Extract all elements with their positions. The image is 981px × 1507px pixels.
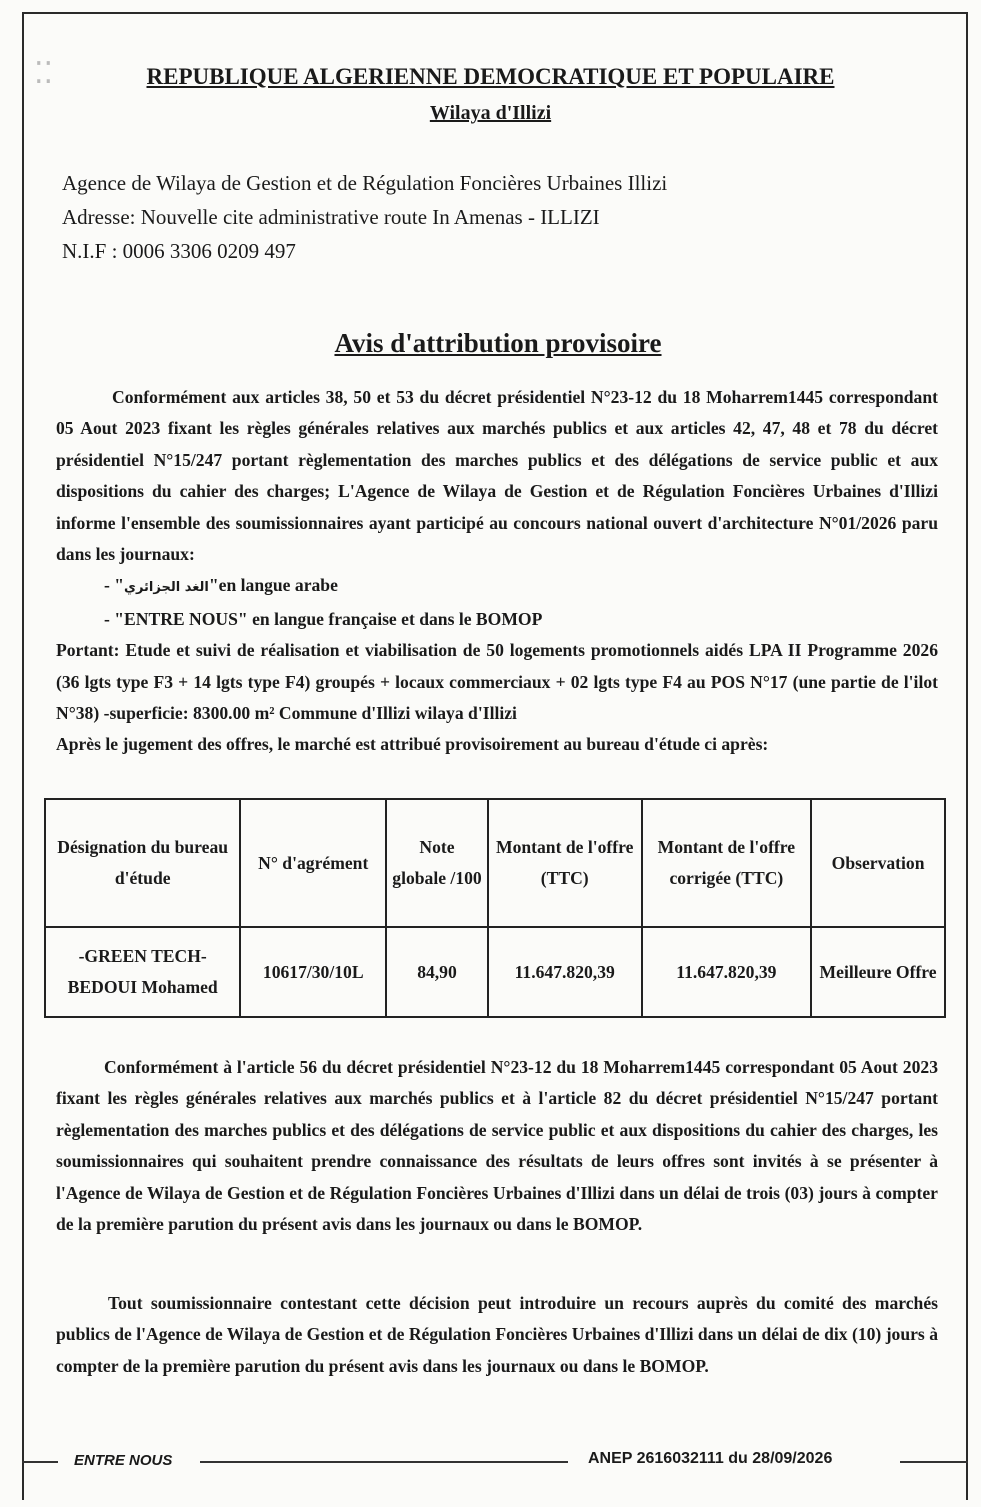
agency-nif: N.I.F : 0006 3306 0209 497 — [62, 239, 296, 263]
cell-montant: 11.647.820,39 — [488, 927, 642, 1017]
footer-anep-reference: ANEP 2616032111 du 28/09/2026 — [588, 1450, 833, 1467]
paragraph-appeal: Tout soumissionnaire contestant cette décision peut introduire un recours auprès du comité des marchés publics de l'Agence de Wilaya de Gestion et de Régulation Foncières Urbaines d'Illizi dans un délai de dix (10) jours à compter de la première parution du présent avis dans les journaux ou dans le BOMOP. — [56, 1293, 938, 1376]
cell-observation: Meilleure Offre — [811, 927, 945, 1017]
agency-address: Adresse: Nouvelle cite administrative route In Amenas - ILLIZI — [62, 205, 600, 229]
cell-montant-corrige: 11.647.820,39 — [642, 927, 812, 1017]
newspaper-arabic-name: الغد الجزائري — [124, 580, 209, 596]
paragraph-intro-text: Conformément aux articles 38, 50 et 53 du décret présidentiel N°23-12 du 18 Moharrem1445 correspondant 05 Aout 2023 fixant les règles générales relatives aux marchés publics et aux articles 42, 47, 48 et 78 du décret présidentiel N°15/247 portant règlementation des marches publics et des délégations de service public et aux dispositions du cahier des charges; L'Agence de Wilaya de Gestion et de Régulation Foncières Urbaines d'Illizi informe l'ensemble des soumissionnaires ayant participé au concours national ouvert d'architecture N°01/2026 paru dans les journaux: — [56, 387, 938, 565]
country-header: REPUBLIQUE ALGERIENNE DEMOCRATIQUE ET POPULAIRE — [146, 64, 835, 89]
paragraph-intro — [56, 382, 938, 761]
table-header-row — [45, 799, 945, 927]
agency-name: Agence de Wilaya de Gestion et de Régulation Foncières Urbaines Illizi — [62, 171, 668, 195]
bullet-arabic-suffix: "en langue arabe — [208, 575, 338, 596]
header-montant: Montant de l'offre (TTC) — [488, 799, 642, 927]
header-montant-corrige: Montant de l'offre corrigée (TTC) — [642, 799, 812, 927]
paragraph-results-access: Conformément à l'article 56 du décret présidentiel N°23-12 du 18 Moharrem1445 correspondant 05 Aout 2023 fixant les règles générales relatives aux marchés publics et à l'article 82 du décret présidentiel N°15/247 portant règlementation des marches publics et des délégations de service public et aux dispositions du cahier des charges, les soumissionnaires qui souhaitent prendre connaissance des résultats de leurs offres sont invités à se présenter à l'Agence de Wilaya de Gestion et de Régulation Foncières Urbaines d'Illizi dans un délai de trois (03) jours à compter de la première parution du présent avis dans les journaux ou dans le BOMOP. — [56, 1057, 938, 1235]
table-row — [45, 927, 945, 1017]
footer-publication: ENTRE NOUS — [74, 1452, 173, 1469]
portant-text: Portant: Etude et suivi de réalisation et viabilisation de 50 logements promotionnels aidés LPA II Programme 2026 (36 lgts type F3 + 14 lgts type F4) groupés + locaux commerciaux + 02 lgts type F4 au POS N°17 (une partie de l'ilot N°38) -superficie: 8300.00 m² Commune d'Illizi wilaya d'Illizi — [56, 640, 938, 724]
header-note: Note globale /100 — [386, 799, 488, 927]
header-designation: Désignation du bureau d'étude — [45, 799, 240, 927]
cell-designation: -GREEN TECH- BEDOUI Mohamed — [45, 927, 240, 1017]
results-table — [44, 798, 946, 1018]
scan-mark: ⁚⁚ — [34, 57, 54, 90]
bullet-arabic-prefix: - " — [104, 575, 125, 596]
cell-note: 84,90 — [386, 927, 488, 1017]
bullet-arabic — [56, 570, 938, 603]
header-observation: Observation — [811, 799, 945, 927]
header-agrement: N° d'agrément — [240, 799, 386, 927]
footer-rule-right — [900, 1461, 968, 1463]
agency-block — [62, 166, 667, 268]
notice-title: Avis d'attribution provisoire — [334, 328, 662, 358]
bullet-french: - "ENTRE NOUS" en langue française et dans le BOMOP — [104, 608, 543, 629]
apres-text: Après le jugement des offres, le marché est attribué provisoirement au bureau d'étude ci après: — [56, 734, 769, 755]
footer-rule-left — [22, 1461, 58, 1463]
cell-agrement: 10617/30/10L — [240, 927, 386, 1017]
wilaya-header: Wilaya d'Illizi — [429, 102, 552, 124]
footer-rule-middle — [200, 1461, 568, 1463]
